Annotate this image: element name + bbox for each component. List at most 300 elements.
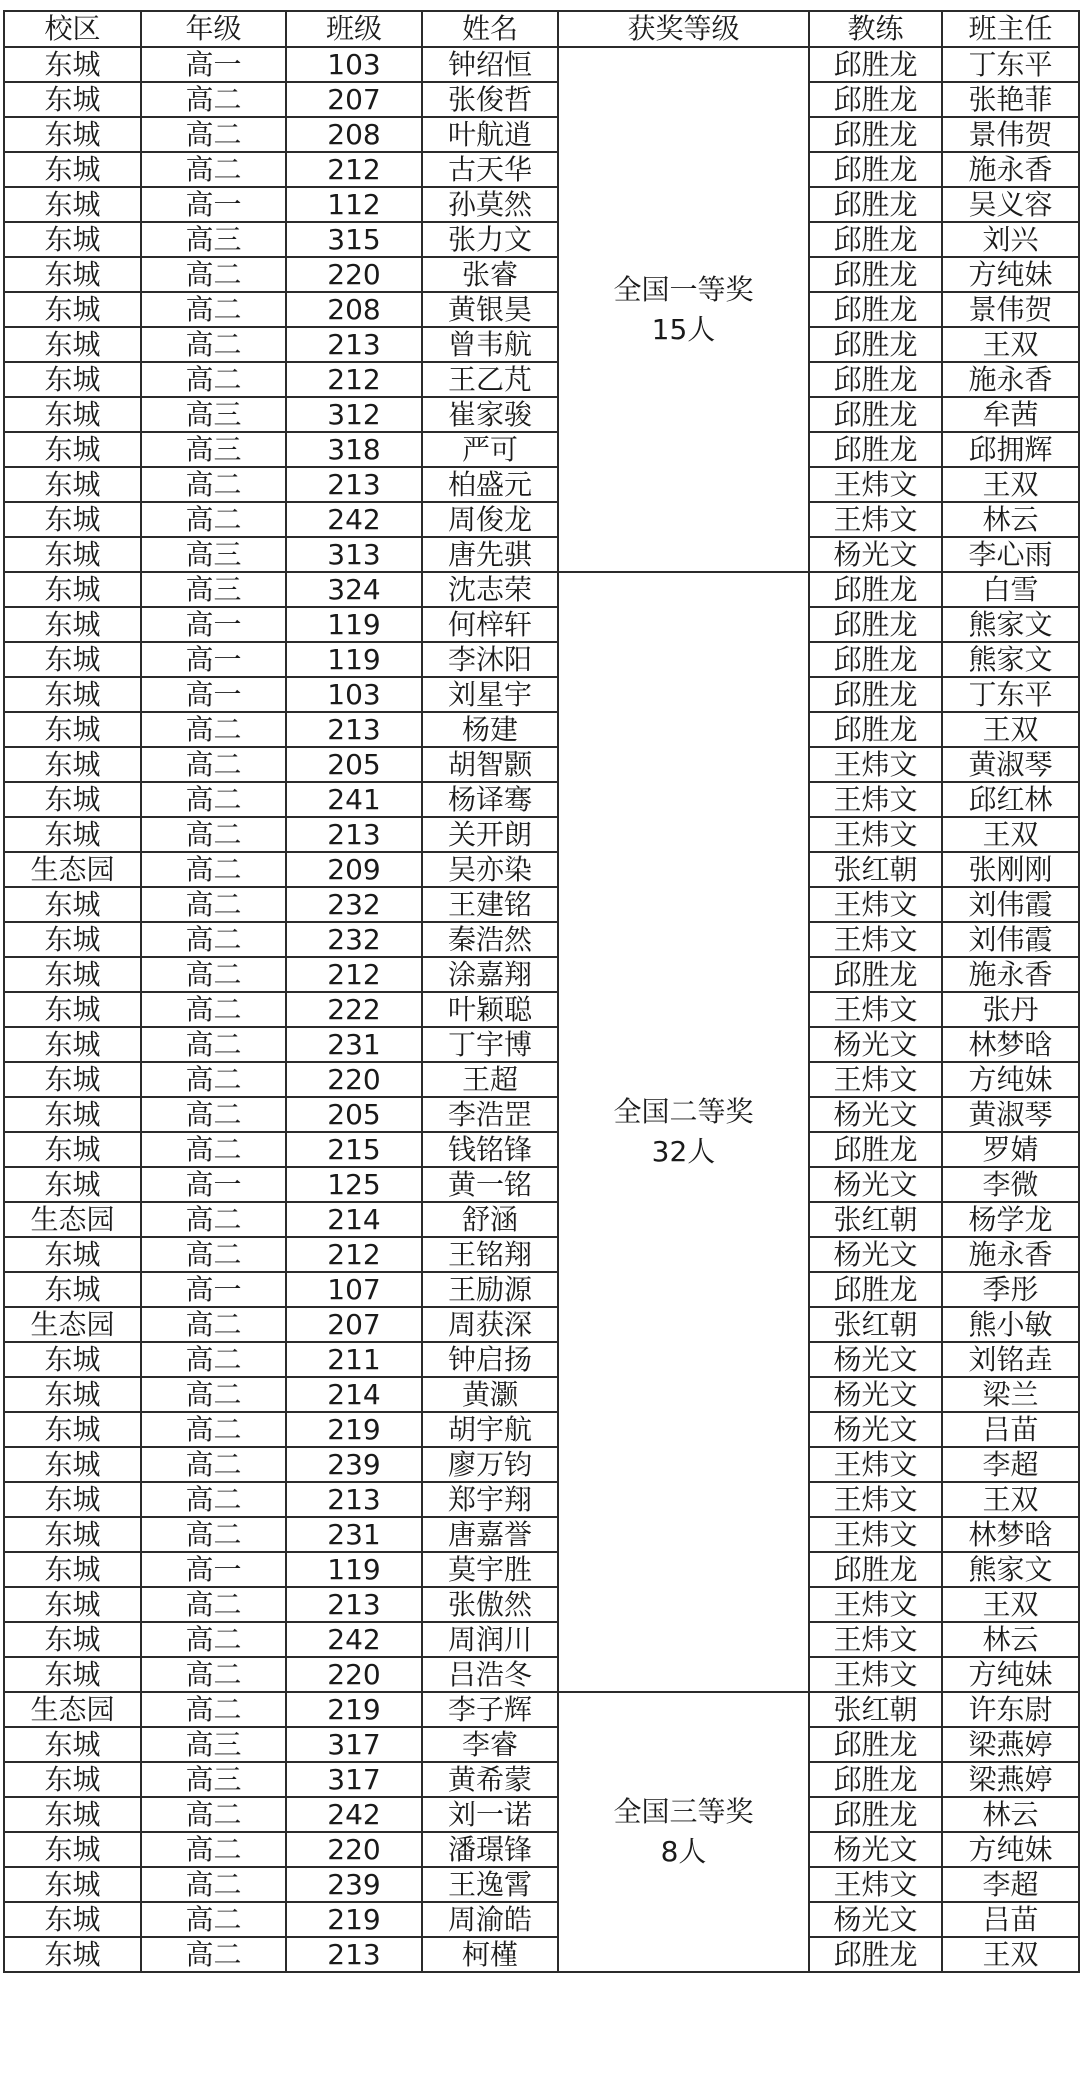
cell-class: 219	[286, 1902, 422, 1937]
cell-coach: 邱胜龙	[809, 222, 942, 257]
cell-grade: 高二	[141, 1062, 286, 1097]
cell-campus: 东城	[4, 747, 141, 782]
table-row	[4, 152, 1079, 187]
cell-homeroom-teacher: 熊家文	[942, 607, 1079, 642]
header-grade: 年级	[141, 11, 286, 47]
cell-homeroom-teacher: 张艳菲	[942, 82, 1079, 117]
table-row	[4, 1692, 1079, 1727]
cell-coach: 邱胜龙	[809, 432, 942, 467]
cell-grade: 高一	[141, 1552, 286, 1587]
cell-homeroom-teacher: 梁燕婷	[942, 1727, 1079, 1762]
cell-homeroom-teacher: 杨学龙	[942, 1202, 1079, 1237]
cell-grade: 高二	[141, 1237, 286, 1272]
award-level-label: 全国二等奖	[613, 1095, 754, 1128]
cell-grade: 高二	[141, 1027, 286, 1062]
table-row	[4, 1167, 1079, 1202]
table-row	[4, 502, 1079, 537]
cell-grade: 高一	[141, 1167, 286, 1202]
table-row	[4, 1517, 1079, 1552]
cell-campus: 东城	[4, 642, 141, 677]
cell-homeroom-teacher: 熊家文	[942, 1552, 1079, 1587]
cell-name: 吕浩冬	[422, 1657, 558, 1692]
cell-name: 张睿	[422, 257, 558, 292]
cell-homeroom-teacher: 王双	[942, 1587, 1079, 1622]
cell-grade: 高二	[141, 1902, 286, 1937]
cell-coach: 邱胜龙	[809, 1762, 942, 1797]
cell-coach: 邱胜龙	[809, 257, 942, 292]
table-row	[4, 537, 1079, 572]
cell-coach: 邱胜龙	[809, 117, 942, 152]
cell-campus: 东城	[4, 817, 141, 852]
cell-class: 213	[286, 467, 422, 502]
cell-homeroom-teacher: 施永香	[942, 1237, 1079, 1272]
cell-coach: 杨光文	[809, 1832, 942, 1867]
cell-grade: 高二	[141, 992, 286, 1027]
cell-name: 钟启扬	[422, 1342, 558, 1377]
cell-coach: 张红朝	[809, 1692, 942, 1727]
cell-coach: 王炜文	[809, 817, 942, 852]
cell-campus: 东城	[4, 467, 141, 502]
cell-grade: 高二	[141, 1692, 286, 1727]
cell-name: 杨建	[422, 712, 558, 747]
cell-class: 119	[286, 1552, 422, 1587]
cell-name: 柏盛元	[422, 467, 558, 502]
cell-coach: 邱胜龙	[809, 572, 942, 607]
cell-homeroom-teacher: 黄淑琴	[942, 747, 1079, 782]
cell-grade: 高二	[141, 957, 286, 992]
cell-campus: 东城	[4, 47, 141, 82]
cell-name: 周获深	[422, 1307, 558, 1342]
cell-class: 207	[286, 1307, 422, 1342]
cell-name: 张俊哲	[422, 82, 558, 117]
cell-homeroom-teacher: 方纯妹	[942, 257, 1079, 292]
table-row	[4, 1937, 1079, 1972]
cell-campus: 东城	[4, 292, 141, 327]
cell-name: 关开朗	[422, 817, 558, 852]
cell-name: 涂嘉翔	[422, 957, 558, 992]
table-row	[4, 817, 1079, 852]
cell-campus: 东城	[4, 782, 141, 817]
table-row	[4, 292, 1079, 327]
table-row	[4, 117, 1079, 152]
cell-grade: 高二	[141, 1867, 286, 1902]
cell-name: 张傲然	[422, 1587, 558, 1622]
header-campus: 校区	[4, 11, 141, 47]
cell-campus: 东城	[4, 1167, 141, 1202]
award-level-label: 全国三等奖	[613, 1795, 754, 1828]
cell-name: 王建铭	[422, 887, 558, 922]
cell-name: 崔家骏	[422, 397, 558, 432]
table-row	[4, 1902, 1079, 1937]
cell-name: 黄一铭	[422, 1167, 558, 1202]
table-row	[4, 1552, 1079, 1587]
table-row	[4, 222, 1079, 257]
cell-grade: 高二	[141, 327, 286, 362]
cell-class: 242	[286, 502, 422, 537]
cell-class: 213	[286, 712, 422, 747]
cell-name: 王励源	[422, 1272, 558, 1307]
cell-campus: 东城	[4, 397, 141, 432]
cell-coach: 邱胜龙	[809, 152, 942, 187]
cell-name: 古天华	[422, 152, 558, 187]
cell-homeroom-teacher: 吴义容	[942, 187, 1079, 222]
cell-campus: 东城	[4, 187, 141, 222]
cell-grade: 高二	[141, 1657, 286, 1692]
award-level-cell	[558, 47, 809, 572]
cell-campus: 东城	[4, 572, 141, 607]
cell-campus: 东城	[4, 1097, 141, 1132]
cell-homeroom-teacher: 王双	[942, 817, 1079, 852]
cell-grade: 高三	[141, 1762, 286, 1797]
cell-grade: 高三	[141, 572, 286, 607]
cell-campus: 东城	[4, 1657, 141, 1692]
table-row	[4, 887, 1079, 922]
cell-class: 241	[286, 782, 422, 817]
cell-coach: 杨光文	[809, 1902, 942, 1937]
cell-campus: 东城	[4, 1902, 141, 1937]
table-row	[4, 1097, 1079, 1132]
table-row	[4, 1412, 1079, 1447]
cell-campus: 东城	[4, 1342, 141, 1377]
cell-name: 沈志荣	[422, 572, 558, 607]
cell-grade: 高二	[141, 1307, 286, 1342]
cell-class: 242	[286, 1622, 422, 1657]
cell-homeroom-teacher: 吕苗	[942, 1412, 1079, 1447]
cell-coach: 邱胜龙	[809, 292, 942, 327]
cell-grade: 高二	[141, 817, 286, 852]
cell-campus: 东城	[4, 1727, 141, 1762]
cell-coach: 邱胜龙	[809, 1272, 942, 1307]
table-row	[4, 852, 1079, 887]
cell-class: 231	[286, 1517, 422, 1552]
cell-coach: 邱胜龙	[809, 362, 942, 397]
table-row	[4, 397, 1079, 432]
table-row	[4, 82, 1079, 117]
header-name: 姓名	[422, 11, 558, 47]
cell-grade: 高二	[141, 1517, 286, 1552]
cell-class: 212	[286, 957, 422, 992]
cell-name: 周俊龙	[422, 502, 558, 537]
cell-grade: 高二	[141, 1832, 286, 1867]
table-row	[4, 1867, 1079, 1902]
table-row	[4, 782, 1079, 817]
cell-name: 王逸霄	[422, 1867, 558, 1902]
cell-homeroom-teacher: 熊小敏	[942, 1307, 1079, 1342]
cell-name: 李睿	[422, 1727, 558, 1762]
cell-campus: 东城	[4, 992, 141, 1027]
cell-name: 刘星宇	[422, 677, 558, 712]
cell-class: 231	[286, 1027, 422, 1062]
cell-homeroom-teacher: 牟茜	[942, 397, 1079, 432]
table-row	[4, 1132, 1079, 1167]
cell-class: 213	[286, 1937, 422, 1972]
cell-grade: 高二	[141, 1132, 286, 1167]
cell-coach: 杨光文	[809, 1377, 942, 1412]
cell-coach: 王炜文	[809, 782, 942, 817]
cell-grade: 高二	[141, 1412, 286, 1447]
cell-grade: 高二	[141, 782, 286, 817]
cell-name: 秦浩然	[422, 922, 558, 957]
cell-coach: 王炜文	[809, 922, 942, 957]
cell-coach: 邱胜龙	[809, 397, 942, 432]
cell-name: 孙莫然	[422, 187, 558, 222]
cell-homeroom-teacher: 林云	[942, 502, 1079, 537]
cell-grade: 高二	[141, 362, 286, 397]
cell-coach: 王炜文	[809, 887, 942, 922]
award-level-cell	[558, 572, 809, 1692]
cell-class: 212	[286, 1237, 422, 1272]
header-award-level: 获奖等级	[558, 11, 809, 47]
cell-coach: 杨光文	[809, 1412, 942, 1447]
cell-name: 张力文	[422, 222, 558, 257]
cell-grade: 高二	[141, 1937, 286, 1972]
cell-coach: 张红朝	[809, 1307, 942, 1342]
table-row	[4, 1062, 1079, 1097]
cell-class: 103	[286, 677, 422, 712]
cell-campus: 东城	[4, 222, 141, 257]
header-coach: 教练	[809, 11, 942, 47]
cell-campus: 东城	[4, 1447, 141, 1482]
cell-coach: 邱胜龙	[809, 607, 942, 642]
cell-name: 叶颖聪	[422, 992, 558, 1027]
cell-class: 220	[286, 257, 422, 292]
cell-homeroom-teacher: 王双	[942, 1937, 1079, 1972]
cell-homeroom-teacher: 丁东平	[942, 677, 1079, 712]
table-row	[4, 47, 1079, 82]
cell-coach: 邱胜龙	[809, 712, 942, 747]
cell-campus: 东城	[4, 1867, 141, 1902]
cell-coach: 杨光文	[809, 1342, 942, 1377]
cell-homeroom-teacher: 李超	[942, 1447, 1079, 1482]
cell-name: 钟绍恒	[422, 47, 558, 82]
cell-campus: 东城	[4, 1762, 141, 1797]
cell-coach: 王炜文	[809, 467, 942, 502]
cell-name: 莫宇胜	[422, 1552, 558, 1587]
cell-class: 242	[286, 1797, 422, 1832]
cell-coach: 邱胜龙	[809, 1552, 942, 1587]
cell-name: 曾韦航	[422, 327, 558, 362]
cell-coach: 王炜文	[809, 1657, 942, 1692]
cell-campus: 东城	[4, 432, 141, 467]
cell-class: 214	[286, 1377, 422, 1412]
cell-homeroom-teacher: 方纯妹	[942, 1832, 1079, 1867]
cell-class: 318	[286, 432, 422, 467]
cell-coach: 邱胜龙	[809, 187, 942, 222]
cell-name: 叶航逍	[422, 117, 558, 152]
cell-coach: 张红朝	[809, 852, 942, 887]
cell-class: 232	[286, 887, 422, 922]
cell-homeroom-teacher: 白雪	[942, 572, 1079, 607]
cell-grade: 高一	[141, 47, 286, 82]
cell-class: 239	[286, 1867, 422, 1902]
cell-coach: 张红朝	[809, 1202, 942, 1237]
cell-name: 钱铭锋	[422, 1132, 558, 1167]
cell-campus: 东城	[4, 1132, 141, 1167]
cell-class: 205	[286, 1097, 422, 1132]
cell-homeroom-teacher: 梁燕婷	[942, 1762, 1079, 1797]
cell-homeroom-teacher: 吕苗	[942, 1902, 1079, 1937]
cell-coach: 王炜文	[809, 1482, 942, 1517]
cell-campus: 东城	[4, 82, 141, 117]
cell-class: 213	[286, 1587, 422, 1622]
table-row	[4, 957, 1079, 992]
cell-campus: 生态园	[4, 1307, 141, 1342]
cell-class: 211	[286, 1342, 422, 1377]
cell-homeroom-teacher: 林云	[942, 1622, 1079, 1657]
cell-coach: 王炜文	[809, 1867, 942, 1902]
cell-grade: 高二	[141, 257, 286, 292]
table-row	[4, 1342, 1079, 1377]
cell-grade: 高二	[141, 747, 286, 782]
cell-class: 125	[286, 1167, 422, 1202]
table-row	[4, 607, 1079, 642]
cell-homeroom-teacher: 施永香	[942, 152, 1079, 187]
cell-class: 207	[286, 82, 422, 117]
cell-name: 李子辉	[422, 1692, 558, 1727]
cell-grade: 高三	[141, 222, 286, 257]
table-row	[4, 1727, 1079, 1762]
cell-campus: 东城	[4, 1377, 141, 1412]
cell-name: 王超	[422, 1062, 558, 1097]
cell-coach: 王炜文	[809, 1517, 942, 1552]
cell-homeroom-teacher: 李超	[942, 1867, 1079, 1902]
cell-grade: 高二	[141, 887, 286, 922]
cell-class: 214	[286, 1202, 422, 1237]
cell-name: 杨译骞	[422, 782, 558, 817]
cell-coach: 邱胜龙	[809, 1132, 942, 1167]
table-row	[4, 1587, 1079, 1622]
cell-homeroom-teacher: 李心雨	[942, 537, 1079, 572]
cell-campus: 东城	[4, 1937, 141, 1972]
cell-name: 王铭翔	[422, 1237, 558, 1272]
cell-coach: 杨光文	[809, 537, 942, 572]
cell-homeroom-teacher: 施永香	[942, 362, 1079, 397]
cell-campus: 东城	[4, 1587, 141, 1622]
cell-campus: 东城	[4, 1482, 141, 1517]
cell-homeroom-teacher: 熊家文	[942, 642, 1079, 677]
cell-class: 232	[286, 922, 422, 957]
cell-class: 220	[286, 1062, 422, 1097]
cell-homeroom-teacher: 黄淑琴	[942, 1097, 1079, 1132]
cell-coach: 邱胜龙	[809, 82, 942, 117]
cell-homeroom-teacher: 张刚刚	[942, 852, 1079, 887]
cell-grade: 高二	[141, 1447, 286, 1482]
cell-campus: 东城	[4, 117, 141, 152]
table-row	[4, 1307, 1079, 1342]
cell-coach: 邱胜龙	[809, 642, 942, 677]
cell-name: 李沐阳	[422, 642, 558, 677]
cell-coach: 邱胜龙	[809, 677, 942, 712]
cell-homeroom-teacher: 张丹	[942, 992, 1079, 1027]
cell-campus: 东城	[4, 677, 141, 712]
cell-grade: 高二	[141, 292, 286, 327]
table-row	[4, 362, 1079, 397]
cell-homeroom-teacher: 景伟贺	[942, 117, 1079, 152]
cell-class: 107	[286, 1272, 422, 1307]
cell-class: 212	[286, 362, 422, 397]
cell-name: 何梓轩	[422, 607, 558, 642]
table-row	[4, 1482, 1079, 1517]
cell-grade: 高二	[141, 1342, 286, 1377]
cell-class: 219	[286, 1412, 422, 1447]
cell-homeroom-teacher: 丁东平	[942, 47, 1079, 82]
cell-grade: 高二	[141, 852, 286, 887]
table-row	[4, 992, 1079, 1027]
cell-coach: 邱胜龙	[809, 957, 942, 992]
header-homeroom-teacher: 班主任	[942, 11, 1079, 47]
cell-name: 丁宇博	[422, 1027, 558, 1062]
cell-class: 317	[286, 1727, 422, 1762]
header-class: 班级	[286, 11, 422, 47]
cell-homeroom-teacher: 梁兰	[942, 1377, 1079, 1412]
cell-name: 刘一诺	[422, 1797, 558, 1832]
table-row	[4, 712, 1079, 747]
cell-grade: 高二	[141, 712, 286, 747]
cell-campus: 东城	[4, 502, 141, 537]
cell-coach: 邱胜龙	[809, 327, 942, 362]
table-row	[4, 257, 1079, 292]
award-count-label: 15人	[651, 312, 716, 346]
cell-class: 112	[286, 187, 422, 222]
cell-coach: 邱胜龙	[809, 1727, 942, 1762]
cell-name: 李浩罡	[422, 1097, 558, 1132]
cell-homeroom-teacher: 许东尉	[942, 1692, 1079, 1727]
cell-homeroom-teacher: 刘铭垚	[942, 1342, 1079, 1377]
cell-coach: 王炜文	[809, 1447, 942, 1482]
cell-class: 324	[286, 572, 422, 607]
cell-name: 胡宇航	[422, 1412, 558, 1447]
cell-homeroom-teacher: 王双	[942, 467, 1079, 502]
cell-campus: 生态园	[4, 1692, 141, 1727]
cell-class: 213	[286, 1482, 422, 1517]
cell-homeroom-teacher: 林云	[942, 1797, 1079, 1832]
table-row	[4, 1202, 1079, 1237]
cell-grade: 高二	[141, 1202, 286, 1237]
cell-homeroom-teacher: 王双	[942, 1482, 1079, 1517]
award-count-label: 32人	[651, 1135, 716, 1168]
cell-homeroom-teacher: 邱红林	[942, 782, 1079, 817]
cell-class: 313	[286, 537, 422, 572]
table-row	[4, 467, 1079, 502]
cell-campus: 东城	[4, 607, 141, 642]
cell-campus: 东城	[4, 1412, 141, 1447]
cell-homeroom-teacher: 邱拥辉	[942, 432, 1079, 467]
cell-name: 唐先骐	[422, 537, 558, 572]
cell-name: 舒涵	[422, 1202, 558, 1237]
cell-homeroom-teacher: 季彤	[942, 1272, 1079, 1307]
cell-homeroom-teacher: 方纯妹	[942, 1062, 1079, 1097]
cell-campus: 东城	[4, 257, 141, 292]
cell-homeroom-teacher: 林梦晗	[942, 1517, 1079, 1552]
table-row	[4, 922, 1079, 957]
cell-class: 222	[286, 992, 422, 1027]
cell-name: 周润川	[422, 1622, 558, 1657]
cell-homeroom-teacher: 景伟贺	[942, 292, 1079, 327]
cell-grade: 高二	[141, 82, 286, 117]
cell-name: 廖万钧	[422, 1447, 558, 1482]
cell-grade: 高二	[141, 922, 286, 957]
cell-class: 213	[286, 327, 422, 362]
table-row	[4, 572, 1079, 607]
cell-class: 215	[286, 1132, 422, 1167]
cell-name: 黄银昊	[422, 292, 558, 327]
cell-campus: 东城	[4, 1517, 141, 1552]
cell-campus: 东城	[4, 922, 141, 957]
table-row	[4, 642, 1079, 677]
cell-class: 119	[286, 607, 422, 642]
cell-name: 严可	[422, 432, 558, 467]
cell-class: 212	[286, 152, 422, 187]
